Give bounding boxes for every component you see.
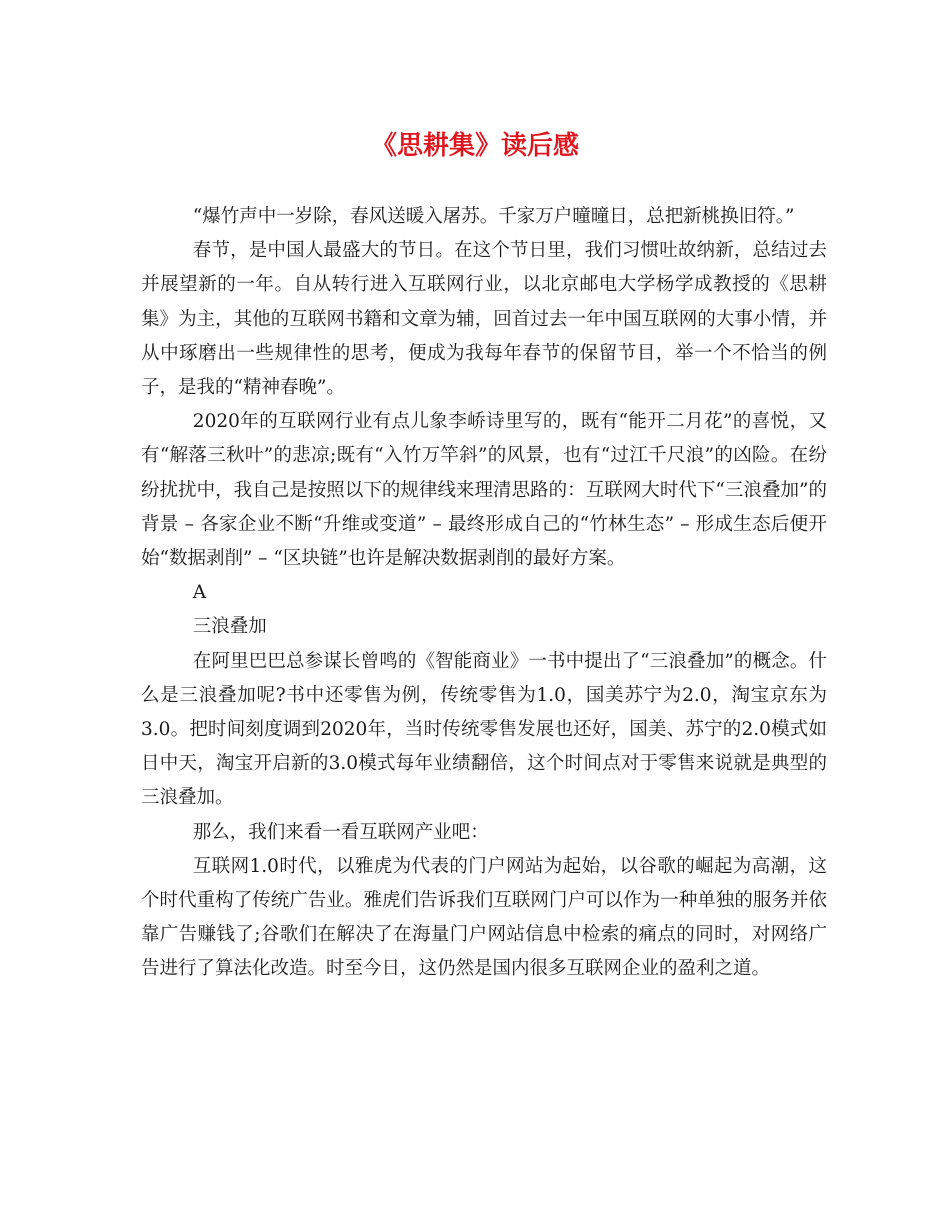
- document-title: 《思耕集》读后感: [370, 131, 579, 161]
- document-body: [141, 200, 827, 987]
- paragraph-2020-industry: 2020年的互联网行业有点儿象李峤诗里写的，既有“能开二月花”的喜悦，又有“解落三秋叶”的悲凉;既有“入竹万竿斜”的风景，也有“过江千尺浪”的凶险。在纷纷扰扰中，我自己是按照以下的规律线来理清思路的：互联网大时代下“三浪叠加”的背景 – 各家企业不断“升维或变道” – 最终形成自己的“竹林生态” – 形成生态后便开始“数据剥削” – “区块链”也许是解决数据剥削的最好方案。: [141, 411, 827, 570]
- section-letter: A: [192, 582, 207, 604]
- paragraph-poem: “爆竹声中一岁除，春风送暖入屠苏。千家万户曈曈日，总把新桃换旧符。”: [192, 206, 795, 227]
- paragraph-internet-1-0: 互联网1.0时代，以雅虎为代表的门户网站为起始，以谷歌的崛起为高潮，这个时代重构了传统广告业。雅虎们告诉我们互联网门户可以作为一种单独的服务并依靠广告赚钱了;谷歌们在解决了在海量门户网站信息中检索的痛点的同时，对网络广告进行了算法化改造。时至今日，这仍然是国内很多互联网企业的盈利之道。: [141, 855, 827, 980]
- paragraph-three-waves: 在阿里巴巴总参谋长曾鸣的《智能商业》一书中提出了“三浪叠加”的概念。什么是三浪叠加呢?书中还零售为例，传统零售为1.0，国美苏宁为2.0，淘宝京东为3.0。把时间刻度调到2020年，当时传统零售发展也还好，国美、苏宁的2.0模式如日中天，淘宝开启新的3.0模式每年业绩翻倍，这个时间点对于零售来说就是典型的三浪叠加。: [141, 650, 827, 809]
- section-heading: 三浪叠加: [192, 616, 267, 638]
- paragraph-internet-intro: 那么，我们来看一看互联网产业吧：: [192, 821, 489, 843]
- paragraph-spring-festival: 春节，是中国人最盛大的节日。在这个节日里，我们习惯吐故纳新，总结过去并展望新的一年。自从转行进入互联网行业，以北京邮电大学杨学成教授的《思耕集》为主，其他的互联网书籍和文章为辅，回首过去一年中国互联网的大事小情，并从中琢磨出一些规律性的思考，便成为我每年春节的保留节目，举一个不恰当的例子，是我的“精神春晚”。: [141, 240, 827, 399]
